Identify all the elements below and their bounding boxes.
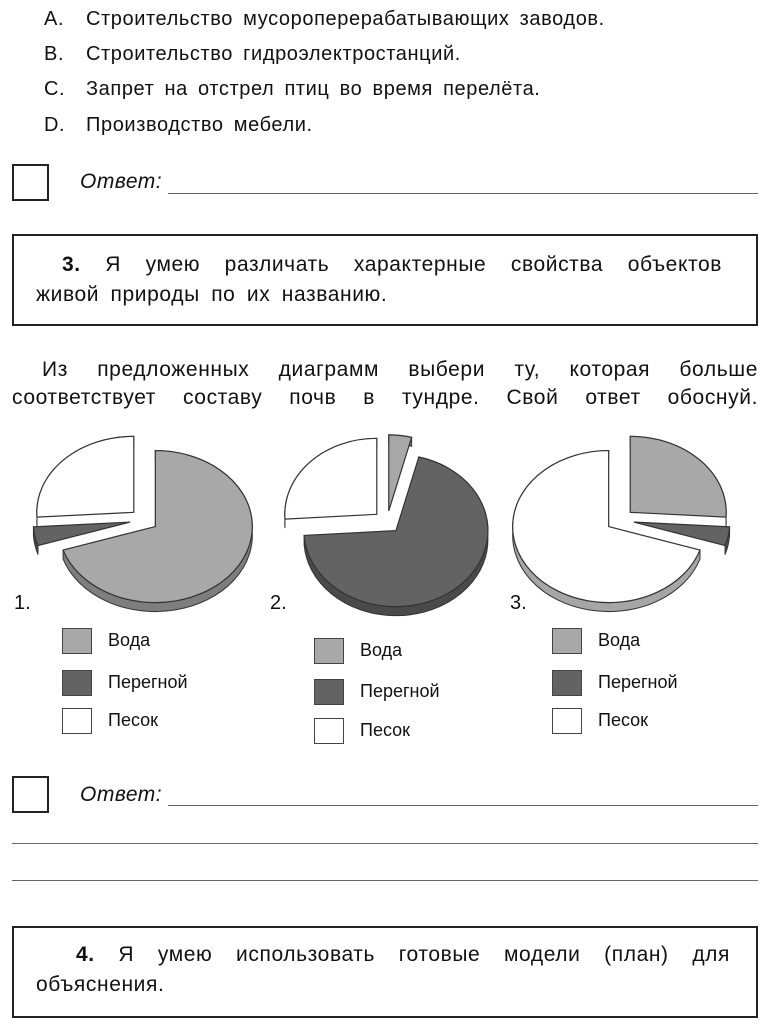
swatch-voda bbox=[62, 628, 92, 654]
pie-chart-2 bbox=[285, 435, 488, 616]
task3-line1 bbox=[62, 250, 722, 280]
legend-text: Вода bbox=[360, 640, 403, 660]
option-letter: A. bbox=[44, 8, 65, 30]
pie-slice-Вода bbox=[630, 436, 726, 517]
option-text: Строительство мусороперерабатывающих заводов. bbox=[86, 8, 605, 30]
option-d bbox=[44, 114, 313, 137]
answer-checkbox-1[interactable] bbox=[12, 164, 49, 201]
task3-frame bbox=[12, 234, 758, 326]
answer-line-3[interactable] bbox=[12, 843, 758, 844]
pie-charts bbox=[0, 420, 767, 620]
question bbox=[12, 356, 758, 412]
pie-slice-Песок bbox=[37, 436, 134, 517]
legend-text: Песок bbox=[108, 710, 159, 730]
answer-checkbox-2[interactable] bbox=[12, 776, 49, 813]
swatch-peregnoy bbox=[62, 670, 92, 696]
option-text: Запрет на отстрел птиц во время перелёта. bbox=[86, 78, 541, 100]
task4-text2: объяснения. bbox=[36, 973, 165, 996]
option-letter: C. bbox=[44, 78, 66, 100]
answer-label-2: Ответ: bbox=[80, 783, 163, 806]
pie-label-2: 2. bbox=[270, 592, 287, 614]
answer-line-2[interactable] bbox=[168, 805, 758, 806]
swatch-peregnoy bbox=[314, 679, 344, 705]
pie-label-1: 1. bbox=[14, 592, 31, 614]
task3-text2: живой природы по их названию. bbox=[36, 283, 388, 306]
legend-text: Перегной bbox=[598, 672, 678, 692]
pie-slice-Песок bbox=[285, 438, 377, 519]
swatch-voda bbox=[314, 638, 344, 664]
task3-text1: Я умею различать характерные свойства объектов bbox=[105, 253, 723, 276]
option-b bbox=[44, 43, 461, 66]
legend-text: Перегной bbox=[360, 681, 440, 701]
pie-chart-3 bbox=[513, 436, 730, 611]
task4-number: 4. bbox=[76, 943, 95, 966]
question-line2: соответствует составу почв в тундре. Свой ответ обоснуй. bbox=[12, 386, 758, 409]
option-text: Производство мебели. bbox=[86, 114, 313, 136]
legend-text: Вода bbox=[108, 630, 151, 650]
swatch-peregnoy bbox=[552, 670, 582, 696]
task4-line1 bbox=[76, 940, 730, 970]
answer-line-1[interactable] bbox=[168, 193, 758, 194]
swatch-pesok bbox=[552, 708, 582, 734]
question-line1: Из предложенных диаграмм выбери ту, которая больше bbox=[42, 358, 758, 381]
option-c bbox=[44, 78, 540, 101]
legend-text: Перегной bbox=[108, 672, 188, 692]
task3-number: 3. bbox=[62, 253, 81, 276]
legend-text: Песок bbox=[598, 710, 649, 730]
pie-label-3: 3. bbox=[510, 592, 527, 614]
swatch-voda bbox=[552, 628, 582, 654]
task4-frame bbox=[12, 926, 758, 1018]
task4-text1: Я умею использовать готовые модели (план) для bbox=[118, 943, 730, 966]
option-letter: D. bbox=[44, 114, 66, 136]
option-letter: B. bbox=[44, 43, 65, 65]
answer-line-4[interactable] bbox=[12, 880, 758, 881]
pie-chart-1 bbox=[33, 436, 252, 611]
legend-text: Песок bbox=[360, 720, 411, 740]
answer-label-1: Ответ: bbox=[80, 170, 163, 193]
swatch-pesok bbox=[62, 708, 92, 734]
swatch-pesok bbox=[314, 718, 344, 744]
option-a bbox=[44, 8, 605, 31]
option-text: Строительство гидроэлектростанций. bbox=[86, 43, 461, 65]
legend-text: Вода bbox=[598, 630, 641, 650]
